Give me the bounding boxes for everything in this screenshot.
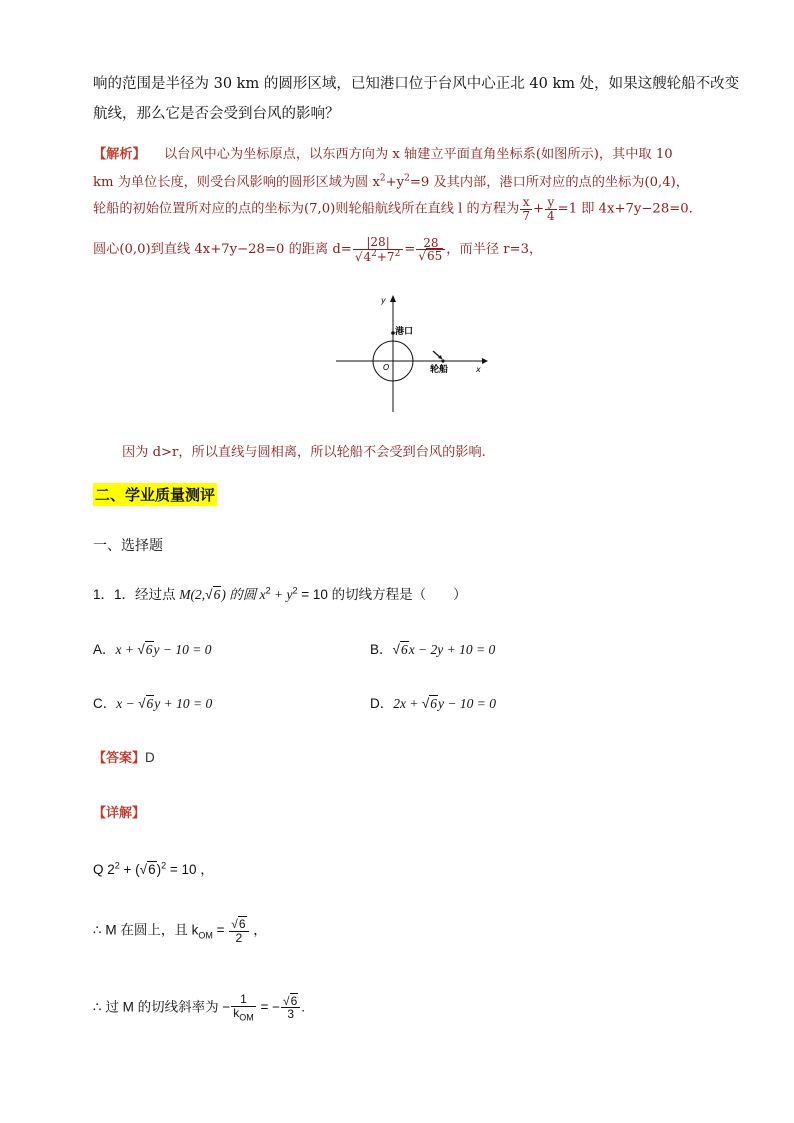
answer-tag: 【答案】	[93, 751, 146, 766]
analysis-text-2a: km 为单位长度，则受台风影响的圆形区域为圆 x	[93, 175, 380, 190]
analysis-text-2c: =9 及其内部，港口所对应的点的坐标为(0,4)，	[409, 175, 689, 190]
analysis-conclusion: 因为 d>r，所以直线与圆相离，所以轮船不会受到台风的影响.	[122, 445, 486, 460]
analysis-line-3: 轮船的初始位置所对应的点的坐标为(7,0)则轮船航线所在直线 l 的方程为 $\frac{x}{7}$ + $\frac{y}{4}$ =1 即 4x+7y−28=0.	[93, 195, 693, 223]
detail-step-2: ∴ M 在圆上，且 $k_{OM}$ = $\frac{√6}{2}$ ，	[93, 917, 267, 945]
analysis-tag: 【解析】	[93, 147, 146, 162]
detail-step-1: Q $2^2 + (√6)^2 = 10$ ，	[93, 860, 214, 877]
exponent: 2	[404, 173, 410, 184]
answer-value: D	[145, 750, 155, 765]
section-subtitle: 一、选择题	[93, 537, 163, 553]
port-label: 港口	[395, 327, 414, 337]
x-axis-arrow	[482, 358, 488, 364]
problem-text-line-2: 航线，那么它是否会受到台风的影响？	[93, 106, 340, 122]
analysis-text-4a: 圆心(0,0)到直线 4x+7y−28=0 的距离 d=	[93, 242, 352, 258]
detail-tag: 【详解】	[93, 806, 146, 821]
analysis-line-4: 圆心(0,0)到直线 4x+7y−28=0 的距离 d= $\frac{|28|}{√4^2+7^2}$ = $\frac{28}{√65}$ ，而半径 r=3，	[93, 235, 543, 264]
analysis-line-1	[93, 143, 673, 162]
option-a[interactable]: A．x + √6y − 10 = 0	[93, 642, 212, 657]
analysis-text-1: 以台风中心为坐标原点，以东西方向为 x 轴建立平面直角坐标系(如图所示)，其中取 10	[163, 147, 673, 162]
ship-point	[441, 359, 444, 362]
option-c[interactable]: C．x − √6y + 10 = 0	[93, 696, 213, 711]
reciprocal-fraction: $\frac{1}{k_{OM}}$	[233, 992, 254, 1022]
detail-step-3: ∴ 过 M 的切线斜率为 − $\frac{1}{k_{OM}}$ = − $\frac{√6}{3}$ .	[93, 992, 306, 1022]
tangent-slope-fraction: $\frac{√6}{3}$	[281, 995, 300, 1021]
fraction-x-over-7: $\frac{x}{7}$	[522, 195, 530, 223]
exponent: 2	[379, 173, 386, 184]
analysis-text-3c: =1 即 4x+7y−28=0.	[557, 201, 693, 217]
option-b[interactable]: B．√6x − 2y + 10 = 0	[370, 642, 496, 657]
x-axis-label: x	[476, 365, 481, 374]
distance-fraction: $\frac{|28|}{√4^2+7^2}$	[353, 236, 403, 263]
distance-result-fraction: $\frac{28}{√65}$	[416, 237, 445, 263]
section-title: 二、学业质量测评	[93, 483, 217, 506]
analysis-line-2	[93, 171, 689, 190]
analysis-text-4c: ，而半径 r=3，	[446, 242, 543, 258]
y-axis-arrow	[390, 295, 396, 302]
option-d[interactable]: D．2x + √6y − 10 = 0	[370, 696, 496, 711]
ship-label: 轮船	[430, 365, 449, 375]
coordinate-figure	[330, 290, 490, 415]
answer-line	[93, 747, 155, 766]
fraction-y-over-4: $\frac{y}{4}$	[547, 195, 555, 223]
question-stem: 1．1．经过点 M(2,√6) 的圆 $x^2 + y^2 = 10$ 的切线方程是（ ）	[93, 585, 467, 602]
problem-text-line-1: 响的范围是半径为 30 km 的圆形区域，已知港口位于台风中心正北 40 km 处，如果这艘轮船不改变	[93, 76, 740, 92]
origin-label: O	[383, 363, 390, 372]
y-axis-label: y	[381, 296, 386, 305]
slope-fraction: $\frac{√6}{2}$	[229, 918, 248, 944]
analysis-text-2b: +y	[385, 175, 405, 190]
analysis-text-3a: 轮船的初始位置所对应的点的坐标为(7,0)则轮船航线所在直线 l 的方程为	[93, 201, 520, 217]
